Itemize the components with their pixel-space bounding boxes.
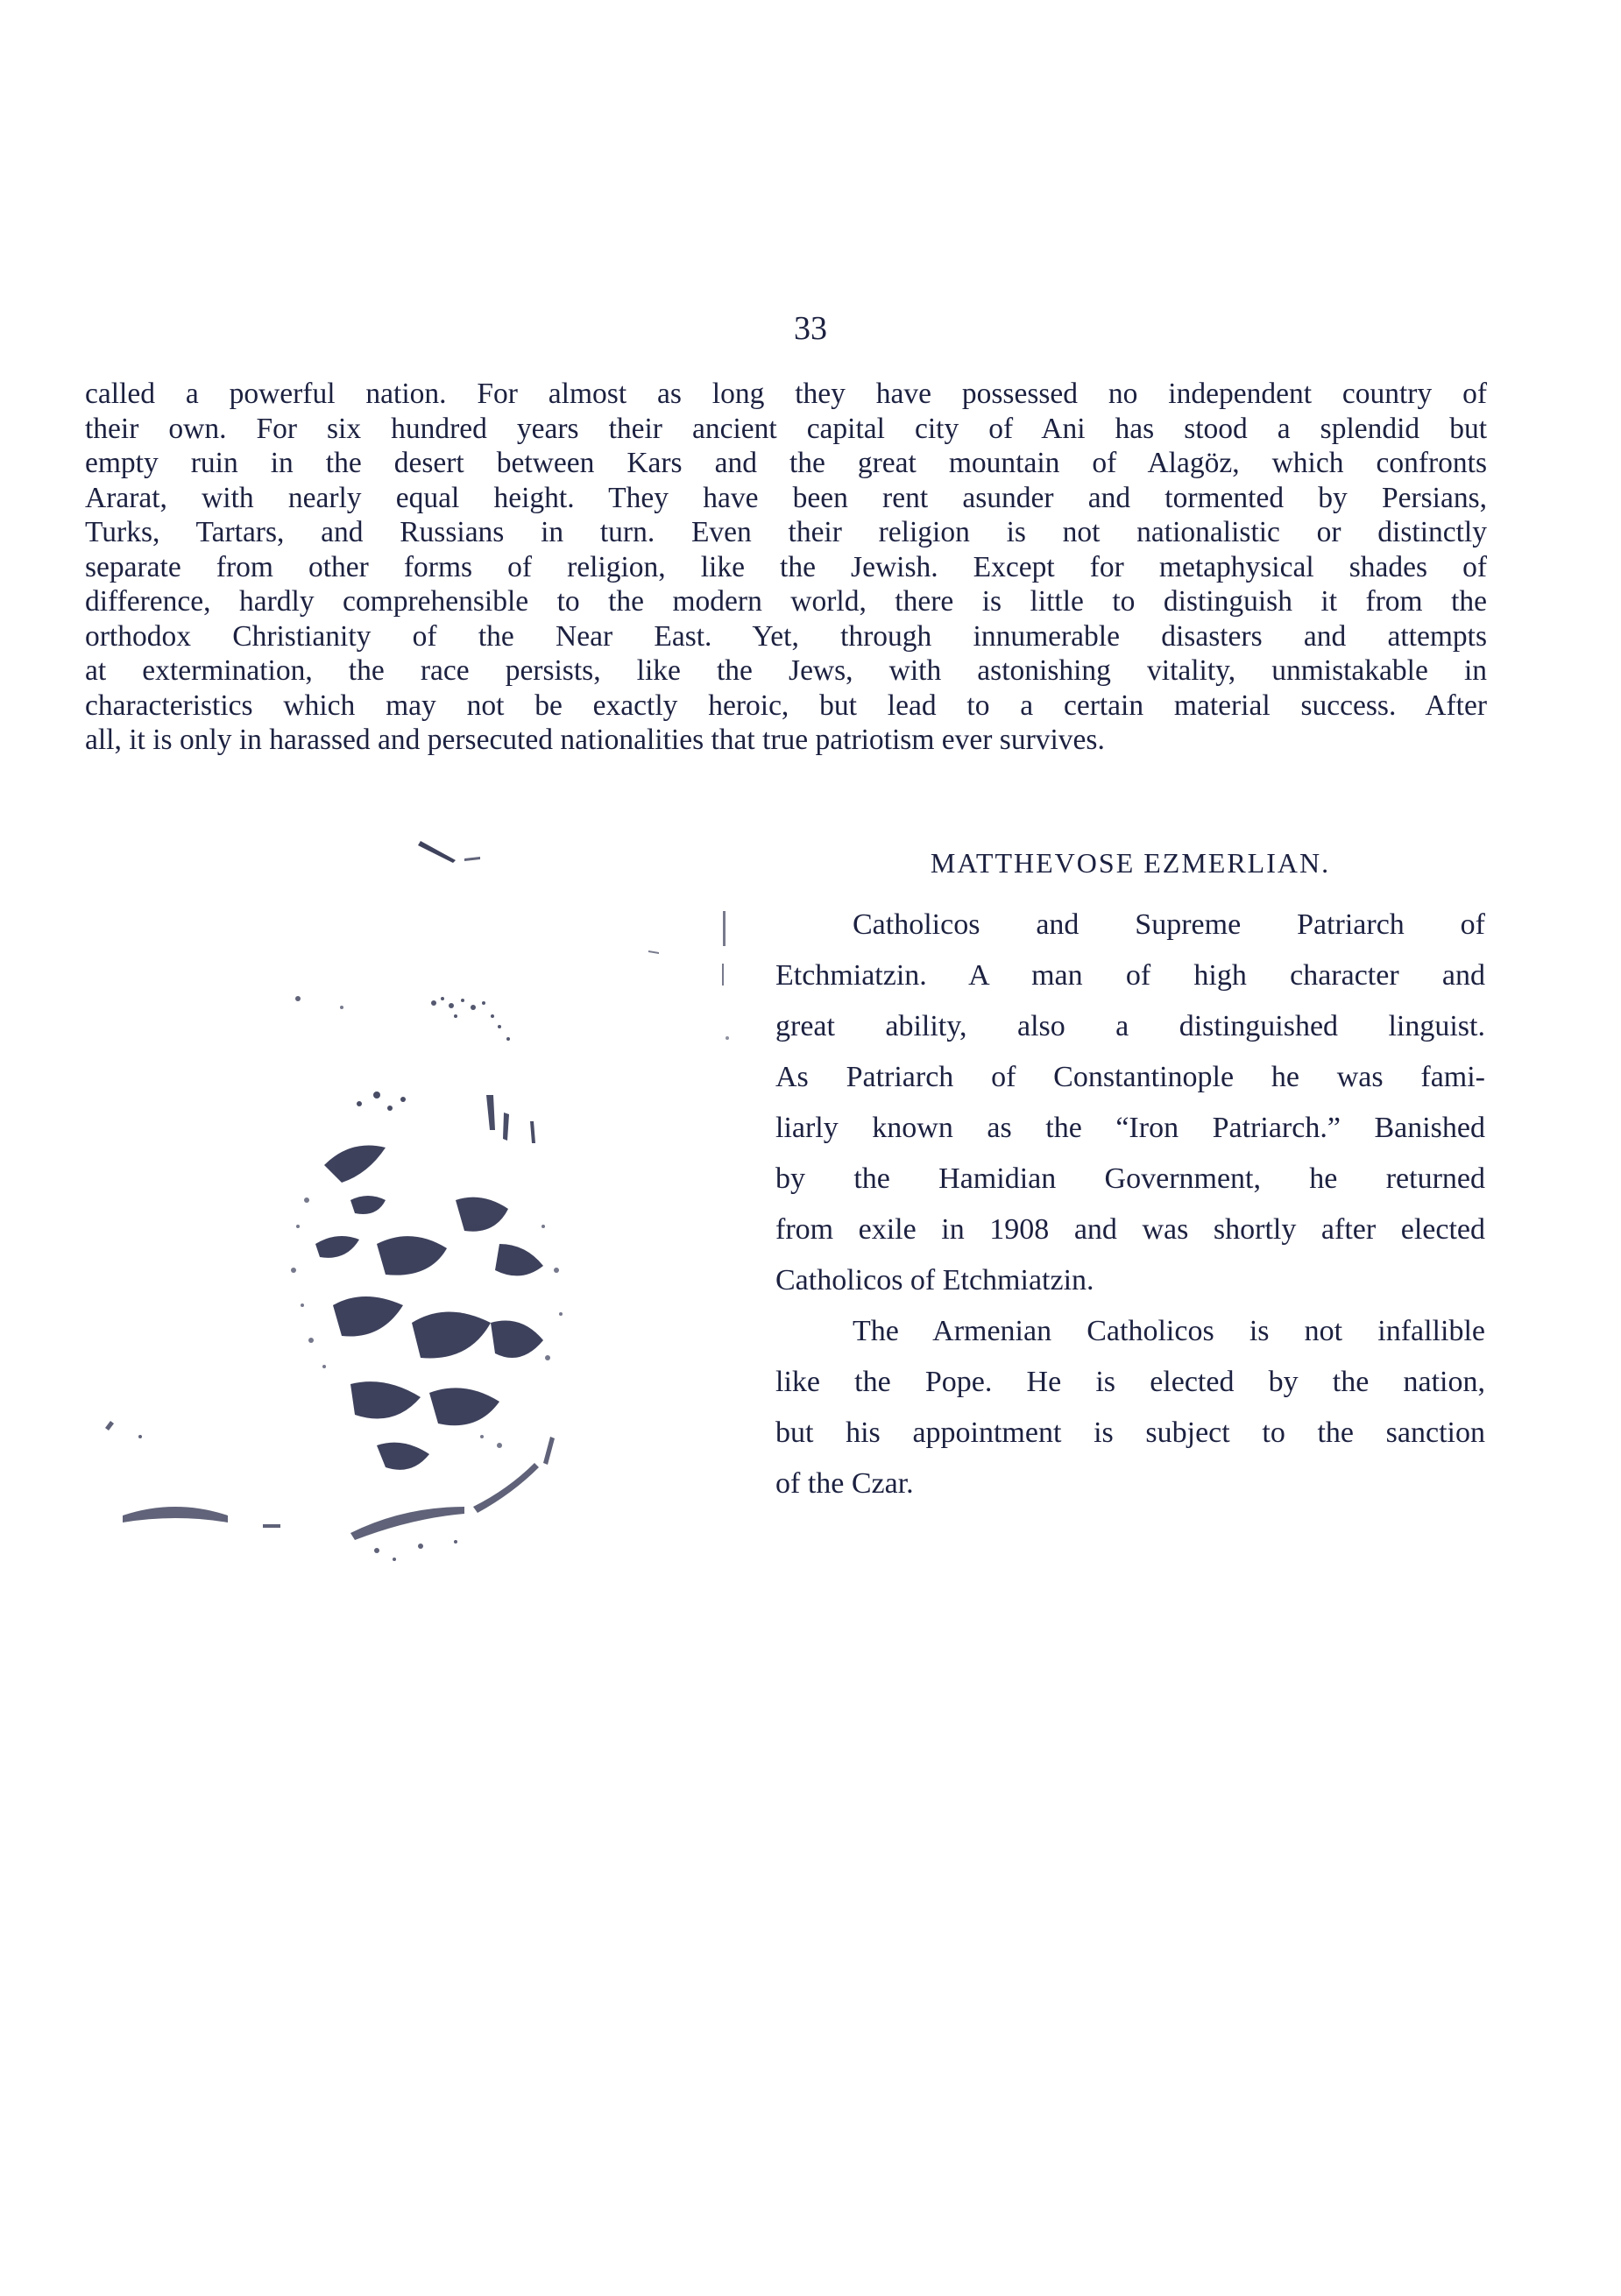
caption-line: like the Pope. He is elected by the nation, [775,1366,1485,1398]
body-line: Turks, Tartars, and Russians in turn. Even their religion is not nationalistic or distinctly [85,516,1487,548]
body-line: orthodox Christianity of the Near East. Yet, through innumerable disasters and attempts [85,619,1487,653]
caption-line: liarly known as the “Iron Patriarch.” Banished [775,1112,1485,1144]
caption-paragraph [775,900,1485,1306]
caption-line: Etchmiatzin. A man of high character and [775,959,1485,992]
caption-line: by the Hamidian Government, he returned [775,1162,1485,1195]
caption-title: MATTHEVOSE EZMERLIAN. [930,847,1331,879]
body-line: Ararat, with nearly equal height. They have been rent asunder and tormented by Persians, [85,481,1487,514]
caption-line: Catholicos and Supreme Patriarch of [853,908,1485,941]
caption-line: of the Czar. [775,1467,914,1500]
caption-paragraph [775,1306,1485,1509]
body-line: difference, hardly comprehensible to the modern world, there is little to distinguish it from the [85,585,1487,618]
body-line: characteristics which may not be exactly heroic, but lead to a certain material success. After [85,689,1487,722]
body-line: empty ruin in the desert between Kars and the great mountain of Alagöz, which confronts [85,447,1487,479]
body-text [85,377,1487,758]
body-line: at extermination, the race persists, like the Jews, with astonishing vitality, unmistakable in [85,654,1487,687]
caption-line: As Patriarch of Constantinople he was fami- [775,1061,1485,1093]
caption-line: The Armenian Catholicos is not infallible [853,1315,1485,1347]
portrait-caption [775,845,1485,1509]
portrait-engraving-icon [88,832,754,1603]
body-line: called a powerful nation. For almost as long they have possessed no independent country of [85,378,1487,410]
caption-line: from exile in 1908 and was shortly after elected [775,1213,1485,1246]
caption-line: Catholicos of Etchmiatzin. [775,1264,1094,1296]
page-number: 33 [794,310,827,347]
body-line: all, it is only in harassed and persecuted nationalities that true patriotism ever survives. [85,724,1105,756]
caption-line: great ability, also a distinguished linguist. [775,1010,1485,1042]
caption-line: but his appointment is subject to the sanction [775,1416,1485,1449]
body-line: separate from other forms of religion, like the Jewish. Except for metaphysical shades of [85,550,1487,583]
body-line: their own. For six hundred years their ancient capital city of Ani has stood a splendid but [85,412,1487,445]
